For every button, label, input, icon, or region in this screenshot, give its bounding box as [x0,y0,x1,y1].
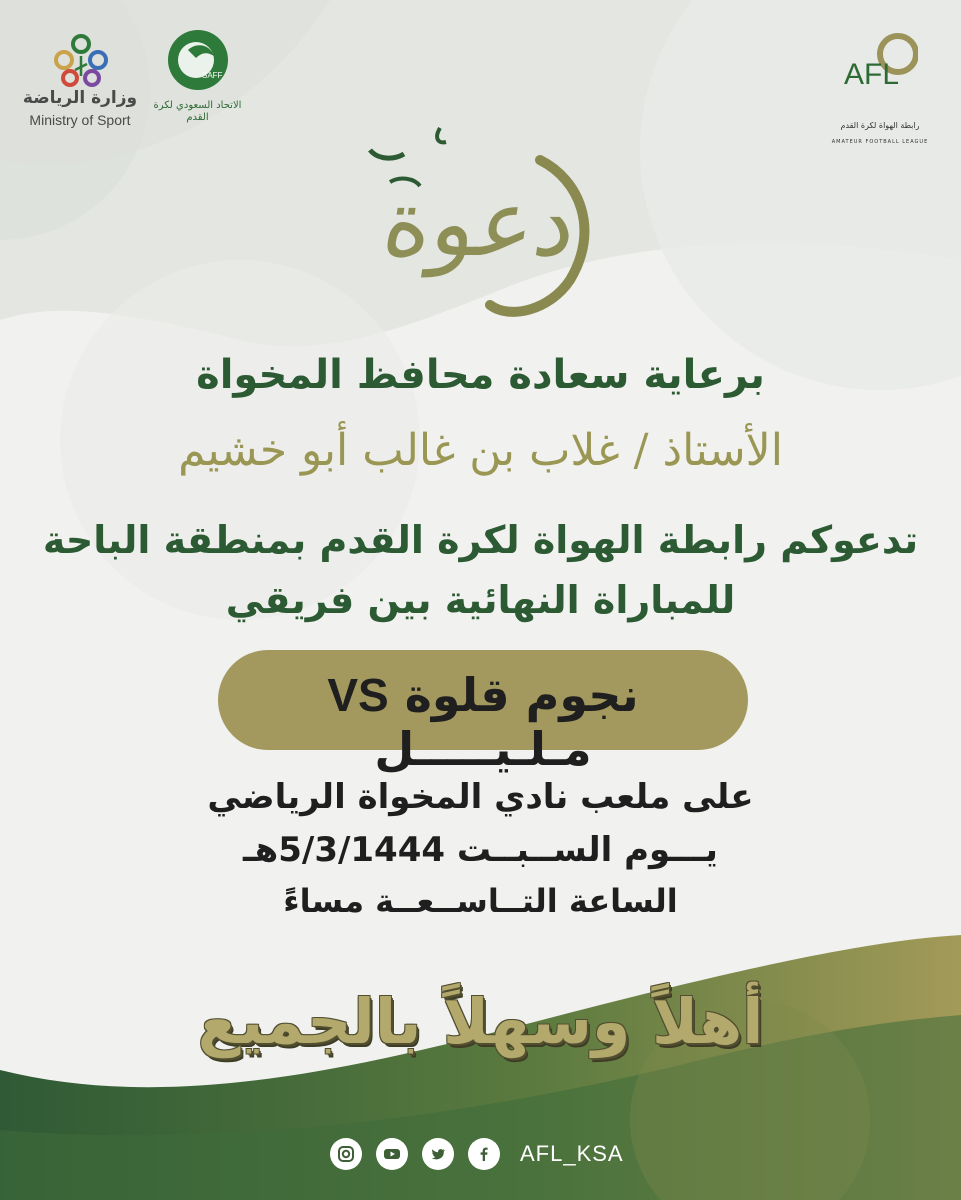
twitter-icon[interactable] [422,1138,454,1170]
invitation-title: دعوة [376,170,584,277]
social-handle[interactable]: AFL_KSA [520,1141,624,1166]
match-banner [218,650,748,776]
afl-mark-icon [838,32,918,102]
time-line [0,882,961,920]
facebook-icon[interactable] [468,1138,500,1170]
saff-mark-text: SAFF [202,71,223,80]
instagram-icon[interactable] [330,1138,362,1170]
time-text: الساعة التــاســعــة مساءً [277,882,683,920]
vs-label: VS [327,669,389,721]
welcome-message: أهلاً وسهلاً بالجميع [197,985,764,1058]
patron-line: برعاية سعادة محافظ المخواة [196,352,765,398]
team-b-name: مـلـيـــــل [374,722,592,776]
patron-name: الأستاذ / غلاب بن غالب أبو خشيم [178,425,783,476]
afl-name-ar: رابطة الهواة لكرة القدم [840,121,920,130]
match-text [218,668,748,776]
final-match-line: للمباراة النهائية بين فريقي [225,578,736,622]
afl-mark-text: AFL [844,58,900,91]
ministry-name-ar: وزارة الرياضة [22,88,138,108]
invite-line: تدعوكم رابطة الهواة لكرة القدم بمنطقة الباحة [42,518,919,562]
saff-emblem-icon [166,28,230,92]
saff-logo [150,28,245,128]
ministry-of-sport-logo [22,30,138,130]
youtube-icon[interactable] [376,1138,408,1170]
venue-text: على ملعب نادي المخواة الرياضي [201,777,759,817]
date-text: يـــوم الســبــت 5/3/1444هـ [237,830,724,870]
team-a-name: نجوم قلوة [404,668,639,722]
ministry-name-en: Ministry of Sport [29,112,131,128]
date-line [0,830,961,870]
saff-name-ar: الاتحاد السعودي لكرة القدم [153,100,242,123]
social-bar [330,1136,624,1172]
afl-logo [820,26,940,145]
venue-line [0,777,961,817]
afl-name-en: AMATEUR FOOTBALL LEAGUE [831,139,929,145]
ministry-emblem-icon [46,30,116,88]
